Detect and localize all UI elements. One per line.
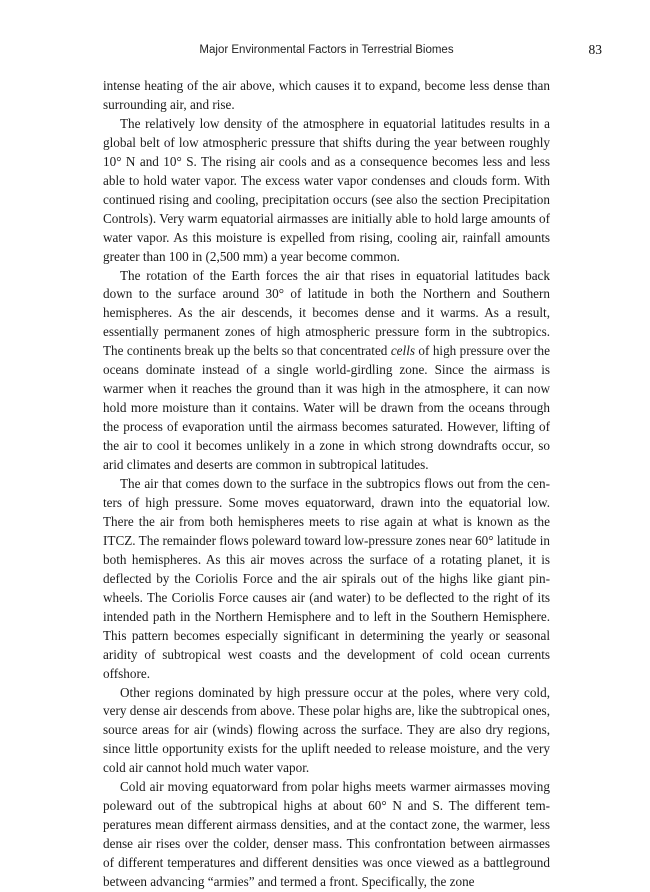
italic-term: cells: [390, 343, 415, 359]
paragraph-equatorial-low: The relatively low density of the atmosphere in equatorial latitudes results in a global belt of low atmospheric pressure that shifts during the year between roughly 10° N and 10° S. The rising air cools and as a consequence becomes less and less able to hold water vapor. The excess water vapor condenses and clouds form. With continued rising and cooling, precipitation occurs (see also the section Precipitation Controls). Very warm equatorial airmasses are initially able to hold large amounts of water vapor. As this moisture is expelled from rising, cooling air, rainfall amounts greater than 100 in (2,500 mm) a year become common.: [103, 115, 550, 264]
paragraph-text-segment: The rotation of the Earth forces the air that rises in equatorial latitudes back down to the surface around 30° of latitude in both the Northern and Southern hemispheres. As the air descends, it becomes dense and it warms. As a result, essentially permanent zones of high atmospheric pressure form in the subtropics. The continents break up the belts so that concentrated: [103, 267, 550, 359]
body-text: [103, 77, 550, 892]
running-header: Major Environmental Factors in Terrestrial Biomes: [199, 44, 454, 56]
paragraph-polar-highs: Other regions dominated by high pressure occur at the poles, where very cold, very dense air descends from above. These polar highs are, like the subtropical ones, source areas for air (winds) flowing across the surface. They are also dry regions, since little opportunity exists for the uplift needed to release moisture, and the very cold air cannot hold much water vapor.: [103, 684, 550, 776]
paragraph-subtropical-highs: [103, 267, 550, 475]
paragraph-text-segment: of high pressure over the oceans dominate instead of a single world-girdling zone. Since the airmass is warmer when it reaches the ground than it was high in the atmosphere, it can now hold more moisture than it contains. Water will be drawn from the oceans through the process of evaporation until the airmass becomes saturated. However, lifting of the air to cool it becomes unlikely in a zone in which strong downdrafts occur, so arid climates and deserts are common in subtropical latitudes.: [103, 343, 551, 473]
paragraph-continued: intense heating of the air above, which causes it to expand, become less dense than surrounding air, and rise.: [103, 78, 550, 112]
paragraph-surface-flow: The air that comes down to the surface in the subtropics flows out from the centers of high pressure. Some moves equatorward, drawn into the equatorial low. There the air from both hemispheres meets to rise again at what is known as the ITCZ. The remainder flows poleward toward low-pressure zones near 60° latitude in both hemispheres. As this air moves across the surface of a rotating planet, it is deflected by the Coriolis Force and the air spirals out of the highs like giant pinwheels. The Coriolis Force causes air (and water) to be deflected to the right of its intended path in the Northern Hemisphere and to left in the Southern Hemisphere. This pattern becomes especially significant in determining the yearly or seasonal aridity of subtropical west coasts and the development of cold ocean currents offshore.: [103, 476, 550, 681]
paragraph-fronts: Cold air moving equatorward from polar highs meets warmer airmasses moving poleward out of the subtropical highs at about 60° N and S. The different temperatures mean different airmass densities, and at the contact zone, the warmer, less dense air rises over the colder, denser mass. This confrontation between airmasses of different temperatures and different densities was once viewed as a battleground between advancing “armies” and termed a front. Specifically, the zone: [103, 779, 550, 890]
page-number: 83: [588, 42, 602, 57]
